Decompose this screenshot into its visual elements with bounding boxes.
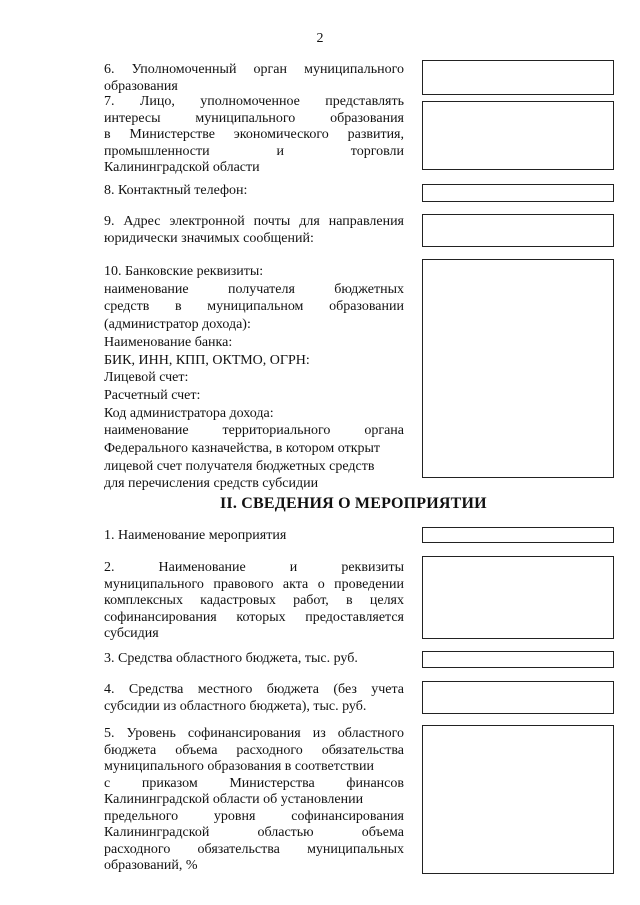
field-6-input-box[interactable] [422, 60, 614, 95]
event-field-3-label: 3. Средства областного бюджета, тыс. руб. [104, 651, 358, 666]
field-10-input-box[interactable] [422, 259, 614, 478]
section-2-title: II. СВЕДЕНИЯ О МЕРОПРИЯТИИ [220, 495, 487, 512]
event-field-3-input-box[interactable] [422, 651, 614, 668]
field-6-label: 6. Уполномоченный орган муниципального образования [104, 62, 404, 94]
field-10-label: 10. Банковские реквизиты: наименование получателя бюджетных средств в муниципальном образовании (администратор дохода): Наименование банка: БИК, ИНН, КПП, ОКТМО, ОГРН: Лицевой счет: Расчетный счет: Код администратора дохода: наименование территориального органа Федерального казначейства, в котором открыт лицевой счет получателя бюджетных средств для перечисления средств субсидии [104, 264, 404, 492]
event-field-1-input-box[interactable] [422, 527, 614, 543]
event-field-4-label: 4. Средства местного бюджета (без учета субсидии из областного бюджета), тыс. руб. [104, 682, 404, 714]
field-7-input-box[interactable] [422, 101, 614, 170]
field-8-input-box[interactable] [422, 184, 614, 202]
event-field-5-input-box[interactable] [422, 725, 614, 874]
event-field-5-label: 5. Уровень софинансирования из областного бюджета объема расходного обязательства муниципального образования в соответствии с приказом Министерства финансов Калининградской области об установлении предельного уровня софинансирования Калининградской областью объема расходного обязательства муниципальных образований, % [104, 726, 404, 873]
page-number: 2 [316, 31, 324, 46]
field-9-input-box[interactable] [422, 214, 614, 247]
event-field-4-input-box[interactable] [422, 681, 614, 714]
field-8-label: 8. Контактный телефон: [104, 183, 248, 198]
event-field-2-label: 2. Наименование и реквизиты муниципального правового акта о проведении комплексных кадастровых работ, в целях софинансирования которых предоставляется субсидия [104, 560, 404, 641]
field-7-label: 7. Лицо, уполномоченное представлять интересы муниципального образования в Министерстве экономического развития, промышленности и торговли Калининградской области [104, 94, 404, 175]
field-9-label: 9. Адрес электронной почты для направления юридически значимых сообщений: [104, 214, 404, 246]
event-field-1-label: 1. Наименование мероприятия [104, 528, 287, 543]
event-field-2-input-box[interactable] [422, 556, 614, 639]
